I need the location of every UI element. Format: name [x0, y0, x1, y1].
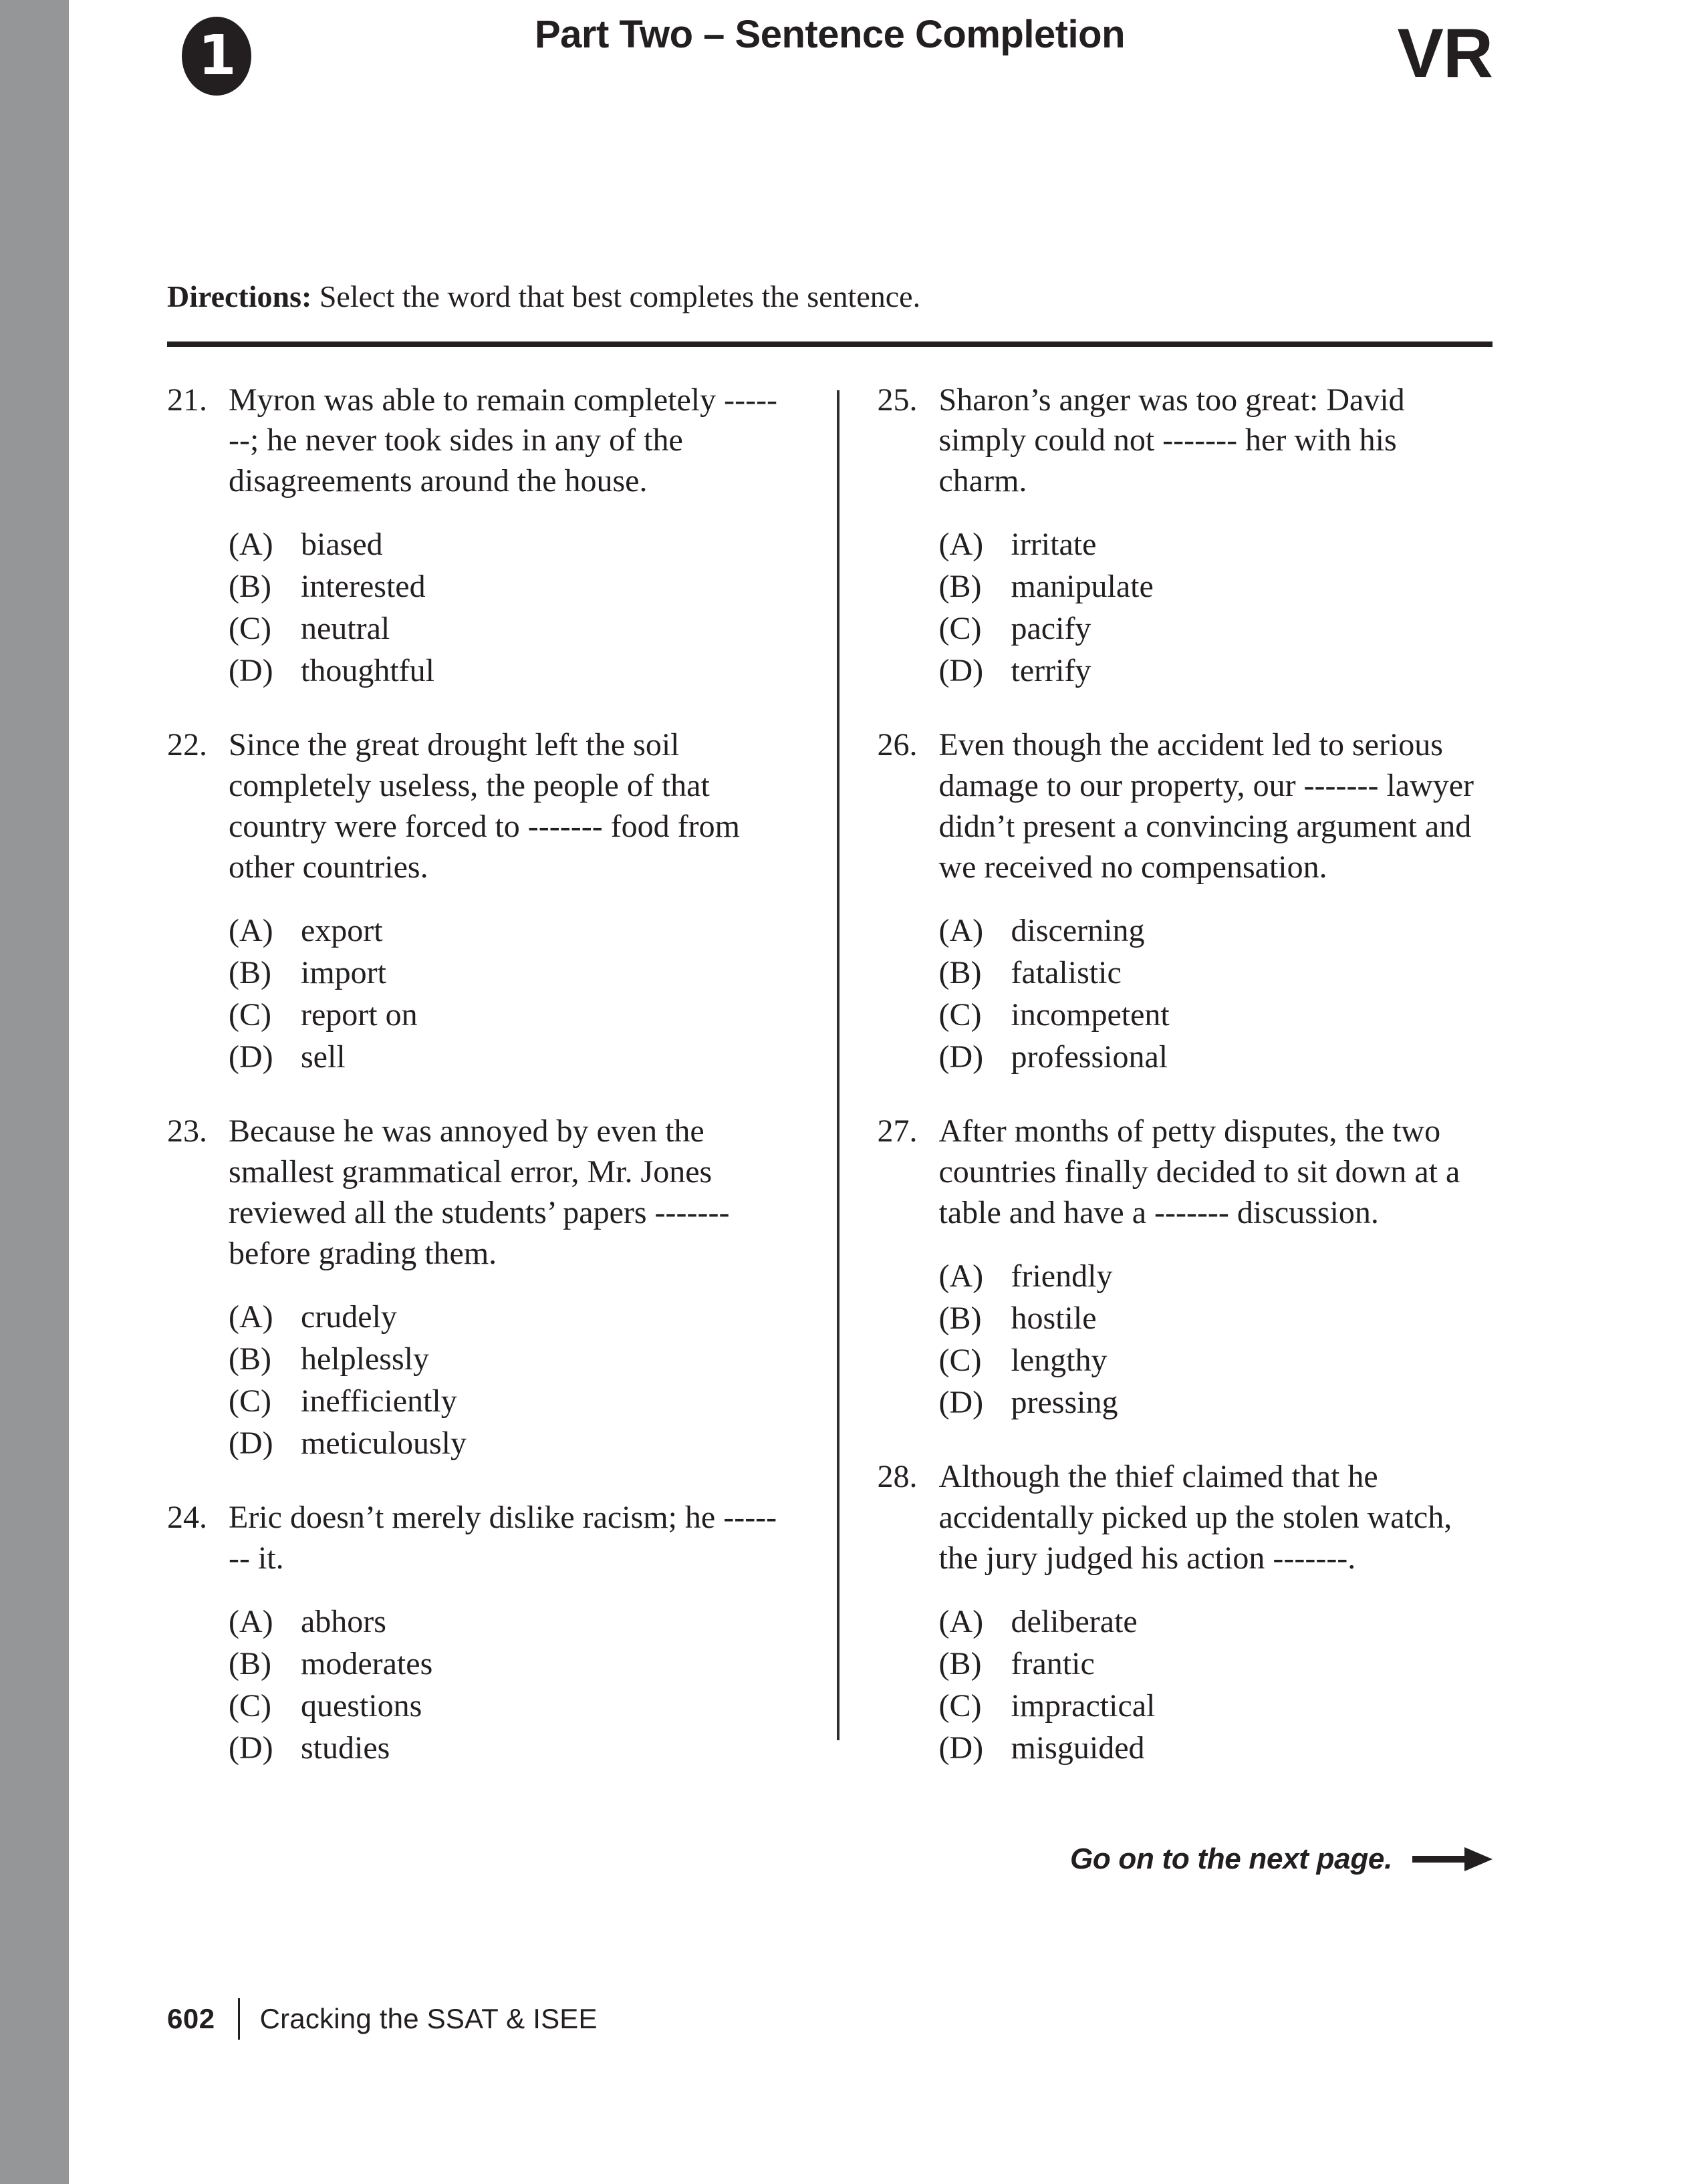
choice-text: export: [301, 913, 383, 949]
choice-option[interactable]: [939, 911, 1493, 950]
choice-letter: (D): [938, 1730, 984, 1766]
choice-list: [229, 911, 783, 1077]
choice-option[interactable]: [939, 953, 1493, 992]
choice-letter: (A): [229, 527, 273, 563]
choice-option[interactable]: [939, 1256, 1493, 1296]
choice-letter: (B): [229, 1341, 271, 1377]
choice-letter: (D): [938, 653, 984, 689]
choice-list: [939, 911, 1493, 1077]
choice-text: pacify: [1011, 611, 1091, 647]
choice-letter: (C): [229, 1688, 271, 1724]
choice-option[interactable]: [939, 609, 1493, 648]
choice-option[interactable]: [229, 953, 783, 992]
question-number: 22.: [167, 727, 207, 763]
right-arrow-icon: [1412, 1846, 1493, 1873]
question-stem: Even though the accident led to serious damage to our property, our ------- lawyer didn’t present a convincing argument and we received no compensation.: [938, 727, 1474, 885]
choice-option[interactable]: [939, 1728, 1493, 1768]
choice-list: [939, 525, 1493, 690]
choice-letter: (A): [938, 1258, 984, 1294]
choice-text: misguided: [1011, 1730, 1145, 1766]
choice-letter: (A): [938, 913, 984, 949]
choice-text: abhors: [301, 1604, 386, 1640]
choice-text: studies: [301, 1730, 390, 1766]
choice-letter: (C): [229, 997, 271, 1033]
question-item: [878, 1111, 1493, 1422]
choice-letter: (B): [229, 1646, 271, 1682]
go-on-notice: [1070, 1842, 1493, 1875]
question-stem: Although the thief claimed that he accidentally picked up the stolen watch, the jury judged his action -------.: [938, 1459, 1452, 1577]
choice-letter: (C): [938, 1343, 982, 1379]
choice-option[interactable]: [229, 1297, 783, 1337]
question-number: 21.: [167, 382, 207, 418]
choice-option[interactable]: [939, 1644, 1493, 1683]
question-number: 24.: [167, 1500, 207, 1536]
choice-option[interactable]: [229, 1339, 783, 1379]
column-divider: [837, 390, 839, 1740]
choice-letter: (D): [229, 1730, 273, 1766]
choice-letter: (C): [938, 997, 982, 1033]
choice-text: crudely: [301, 1299, 397, 1335]
question-item: [878, 380, 1493, 691]
choice-option[interactable]: [229, 1686, 783, 1726]
directions-block: [167, 277, 1493, 316]
choice-option[interactable]: [939, 1299, 1493, 1338]
choice-option[interactable]: [229, 567, 783, 606]
choice-text: report on: [301, 997, 418, 1033]
question-stem: Since the great drought left the soil completely useless, the people of that country were forced to ------- food from other countries.: [229, 727, 740, 885]
question-stem: After months of petty disputes, the two countries finally decided to sit down at a table and have a ------- discussion.: [938, 1113, 1460, 1231]
choice-option[interactable]: [939, 1037, 1493, 1077]
go-on-label: Go on to the next page.: [1070, 1842, 1392, 1875]
choice-option[interactable]: [939, 1602, 1493, 1641]
footer-divider: [238, 1998, 240, 2040]
choice-list: [229, 1297, 783, 1463]
question-columns: [167, 380, 1493, 1803]
page-content: [167, 0, 1493, 1802]
choice-text: incompetent: [1011, 997, 1170, 1033]
choice-text: sell: [301, 1039, 346, 1075]
choice-text: terrify: [1011, 653, 1091, 689]
question-stem: Because he was annoyed by even the smallest grammatical error, Mr. Jones reviewed all the students’ papers ------- before grading them.: [229, 1113, 730, 1272]
choice-text: impractical: [1011, 1688, 1156, 1724]
choice-text: neutral: [301, 611, 390, 647]
choice-letter: (B): [938, 1646, 982, 1682]
question-stem: Myron was able to remain completely -------; he never took sides in any of the disagreements around the house.: [229, 382, 778, 499]
question-item: [878, 725, 1493, 1077]
question-item: [167, 725, 783, 1077]
choice-text: manipulate: [1011, 569, 1154, 605]
choice-letter: (D): [938, 1039, 984, 1075]
choice-letter: (C): [229, 611, 271, 647]
choice-text: questions: [301, 1688, 422, 1724]
choice-letter: (D): [229, 653, 273, 689]
choice-text: friendly: [1011, 1258, 1113, 1294]
choice-text: deliberate: [1011, 1604, 1138, 1640]
choice-letter: (A): [229, 1299, 273, 1335]
question-number: 25.: [877, 382, 918, 418]
page-title: Part Two – Sentence Completion: [534, 13, 1126, 56]
directions-text: Select the word that best completes the sentence.: [311, 279, 921, 313]
choice-letter: (A): [229, 913, 273, 949]
choice-text: inefficiently: [301, 1383, 457, 1419]
choice-option[interactable]: [939, 995, 1493, 1035]
choice-letter: (D): [938, 1385, 984, 1421]
choice-letter: (C): [938, 611, 982, 647]
choice-text: helplessly: [301, 1341, 429, 1377]
page-canvas: [69, 0, 1683, 2184]
choice-option[interactable]: [229, 1644, 783, 1683]
choice-letter: (C): [229, 1383, 271, 1419]
choice-letter: (B): [938, 955, 982, 991]
choice-list: [939, 1256, 1493, 1422]
choice-letter: (B): [938, 569, 982, 605]
question-item: [167, 1498, 783, 1768]
question-item: [878, 1457, 1493, 1768]
choice-option[interactable]: [939, 651, 1493, 690]
question-number: 28.: [877, 1459, 918, 1495]
choice-letter: (D): [229, 1039, 273, 1075]
choice-text: interested: [301, 569, 426, 605]
question-item: [167, 1111, 783, 1463]
choice-letter: (B): [229, 955, 271, 991]
choice-letter: (D): [229, 1425, 273, 1462]
choice-text: hostile: [1011, 1301, 1097, 1337]
choice-option[interactable]: [229, 1037, 783, 1077]
page-header: [167, 0, 1493, 200]
choice-text: import: [301, 955, 386, 991]
question-column-right: [878, 380, 1493, 1803]
choice-list: [939, 1602, 1493, 1768]
page-footer: [167, 1998, 598, 2040]
choice-option[interactable]: [229, 609, 783, 648]
question-number: 27.: [877, 1113, 918, 1149]
choice-option[interactable]: [229, 1728, 783, 1768]
choice-list: [229, 1602, 783, 1768]
choice-text: thoughtful: [301, 653, 434, 689]
choice-option[interactable]: [229, 525, 783, 564]
choice-text: discerning: [1011, 913, 1145, 949]
choice-text: biased: [301, 527, 383, 563]
page-number: 602: [167, 2003, 215, 2034]
choice-letter: (A): [229, 1604, 273, 1640]
book-title: Cracking the SSAT & ISEE: [259, 2003, 598, 2034]
choice-option[interactable]: [229, 1381, 783, 1421]
question-stem: Eric doesn’t merely dislike racism; he ------- it.: [229, 1500, 777, 1577]
choice-option[interactable]: [939, 1383, 1493, 1422]
section-number-badge: 1: [182, 17, 251, 96]
page-gutter-bar: [0, 0, 69, 2184]
choice-option[interactable]: [939, 525, 1493, 564]
question-item: [167, 380, 783, 691]
choice-option[interactable]: [939, 1686, 1493, 1726]
choice-letter: (C): [938, 1688, 982, 1724]
choice-text: frantic: [1011, 1646, 1095, 1682]
directions-lead-label: Directions:: [167, 279, 312, 313]
choice-text: moderates: [301, 1646, 433, 1682]
choice-option[interactable]: [229, 995, 783, 1035]
question-stem: Sharon’s anger was too great: David simply could not ------- her with his charm.: [938, 382, 1405, 499]
choice-list: [229, 525, 783, 690]
question-column-left: [167, 380, 783, 1803]
question-number: 23.: [167, 1113, 207, 1149]
choice-letter: (A): [938, 527, 984, 563]
choice-letter: (B): [938, 1301, 982, 1337]
choice-text: professional: [1011, 1039, 1168, 1075]
choice-option[interactable]: [229, 1423, 783, 1463]
choice-text: pressing: [1011, 1385, 1118, 1421]
directions-rule: [167, 342, 1493, 347]
choice-text: lengthy: [1011, 1343, 1108, 1379]
choice-letter: (B): [229, 569, 271, 605]
choice-text: irritate: [1011, 527, 1097, 563]
choice-option[interactable]: [229, 651, 783, 690]
choice-text: fatalistic: [1011, 955, 1122, 991]
choice-letter: (A): [938, 1604, 984, 1640]
question-number: 26.: [877, 727, 918, 763]
section-code-label: VR: [1397, 15, 1493, 92]
choice-option[interactable]: [229, 911, 783, 950]
choice-option[interactable]: [229, 1602, 783, 1641]
choice-text: meticulously: [301, 1425, 467, 1462]
choice-option[interactable]: [939, 567, 1493, 606]
choice-option[interactable]: [939, 1341, 1493, 1380]
